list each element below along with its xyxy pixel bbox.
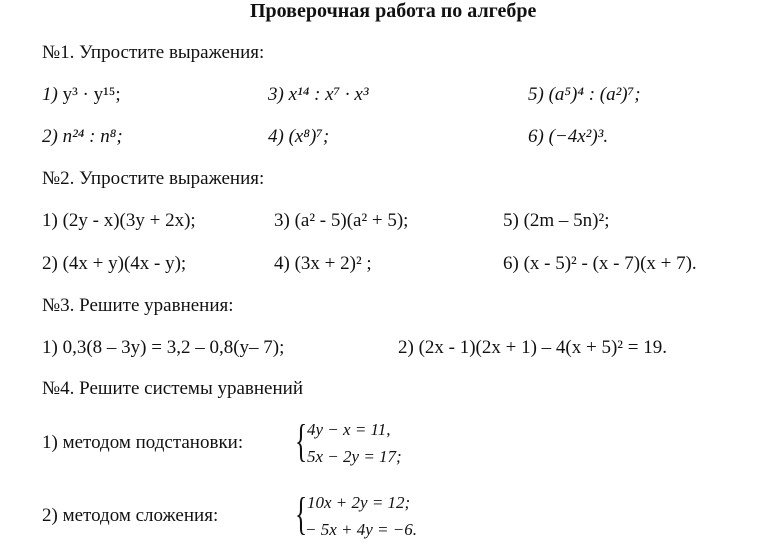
task3-item-1: 1) 0,3(8 – 3y) = 3,2 – 0,8(y– 7); xyxy=(42,337,285,358)
task1-item-4-num: 4) xyxy=(268,126,284,147)
task1-item-1-expr: y³ · y¹⁵; xyxy=(62,84,121,105)
task4-method-1-label: 1) методом подстановки: xyxy=(42,432,244,453)
task1-heading: №1. Упростите выражения: xyxy=(42,42,265,63)
task1-item-6-num: 6) xyxy=(528,126,544,147)
task1-item-2-expr: n²⁴ : n⁸; xyxy=(62,126,123,147)
task3-item-2: 2) (2x - 1)(2x + 1) – 4(x + 5)² = 19. xyxy=(398,337,667,358)
task3-heading: №3. Решите уравнения: xyxy=(42,295,234,316)
system-brace-icon: { xyxy=(295,415,308,466)
task1-item-5-expr: (a⁵)⁴ : (a²)⁷; xyxy=(548,84,641,105)
task2-item-2: 2) (4x + y)(4x - y); xyxy=(42,253,187,274)
task4-system-2 xyxy=(295,488,445,543)
task4-heading: №4. Решите системы уравнений xyxy=(42,378,303,399)
page-title: Проверочная работа по алгебре xyxy=(250,0,537,22)
task2-item-5: 5) (2m – 5n)²; xyxy=(503,210,610,231)
system-2-eq1: 10x + 2y = 12; xyxy=(307,493,411,512)
system-1-eq2: 5x − 2y = 17; xyxy=(307,447,402,466)
task1-item-4 xyxy=(268,126,329,148)
task2-item-4: 4) (3x + 2)² ; xyxy=(274,253,372,274)
task1-item-3 xyxy=(268,84,369,106)
task1-item-1-num: 1) xyxy=(42,84,58,105)
task2-heading: №2. Упростите выражения: xyxy=(42,168,265,189)
task1-item-2 xyxy=(42,126,123,148)
system-2-eq2: − 5x + 4y = −6. xyxy=(305,520,417,539)
system-1-eq1: 4y − x = 11, xyxy=(307,420,391,439)
task2-item-6: 6) (x - 5)² - (x - 7)(x + 7). xyxy=(503,253,697,274)
task1-item-1 xyxy=(42,84,121,106)
task1-item-5 xyxy=(528,84,641,106)
task1-item-5-num: 5) xyxy=(528,84,544,105)
task4-method-2-label: 2) методом сложения: xyxy=(42,505,219,526)
task1-item-6 xyxy=(528,126,608,148)
task2-item-3: 3) (a² - 5)(a² + 5); xyxy=(274,210,409,231)
system-brace-icon: { xyxy=(295,488,308,539)
task1-item-3-expr: x¹⁴ : x⁷ · x³ xyxy=(288,84,369,105)
task1-item-4-expr: (x⁸)⁷; xyxy=(288,126,330,147)
task1-item-3-num: 3) xyxy=(268,84,284,105)
task1-item-6-expr: (−4x²)³. xyxy=(548,126,609,147)
task1-item-2-num: 2) xyxy=(42,126,58,147)
task4-system-1 xyxy=(295,415,435,468)
task2-item-1: 1) (2y - x)(3y + 2x); xyxy=(42,210,196,231)
